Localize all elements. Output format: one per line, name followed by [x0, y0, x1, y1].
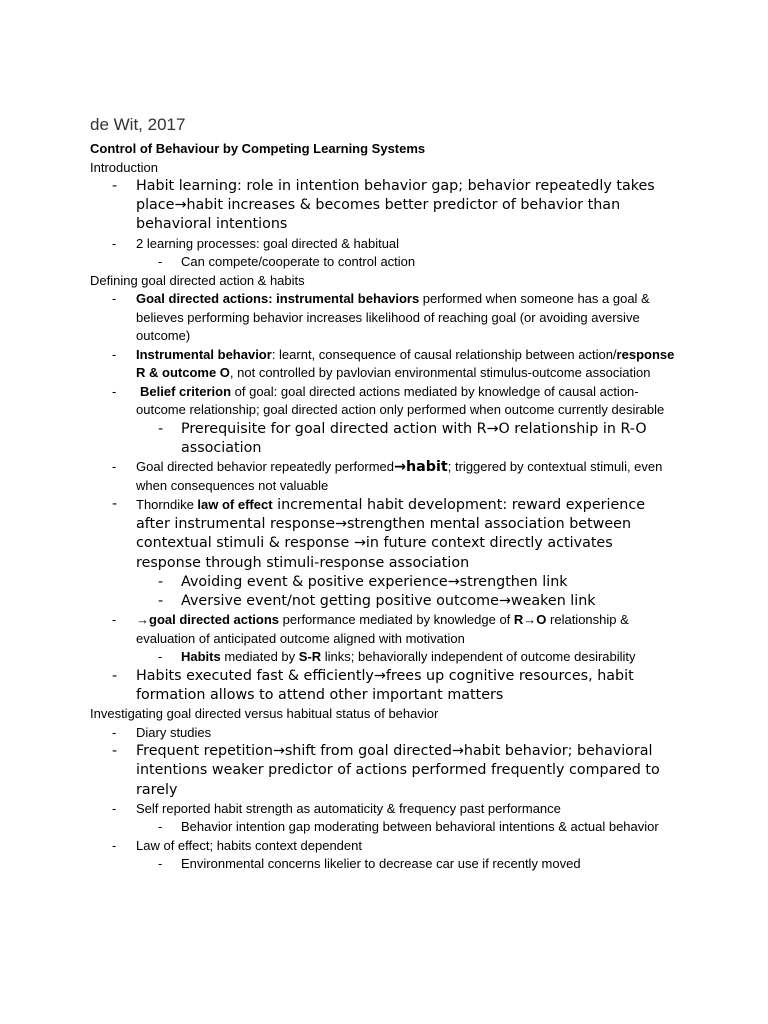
bullet-dash: - [112, 496, 118, 513]
list-item-text: Thorndike [136, 497, 198, 513]
list-item [90, 724, 680, 743]
list-item-text: Goal directed behavior repeatedly performed [136, 459, 394, 475]
list-item-text: 2 learning processes: goal directed & habitual [136, 235, 400, 251]
bold-term: →habit [393, 459, 448, 476]
list-item-text: Can compete/cooperate to control action [181, 254, 416, 270]
document-page [90, 114, 680, 874]
list-item-text: ; triggered by contextual stimuli, even when consequences not valuable [136, 459, 663, 493]
list-item-text: Frequent repetition→shift from goal directed→habit behavior; behavioral intentions weaker predictor of actions performed frequently compared to rarely [136, 743, 660, 798]
list-item [90, 177, 680, 235]
list-item [90, 458, 680, 495]
sub-list-item [90, 818, 680, 837]
list-item-text: links; behaviorally independent of outcome desirability [321, 649, 636, 665]
list-item-text: incremental habit development: reward experience after instrumental response→strengthen mental association between contextual stimuli & response →in future context directly activates response through stimuli-response association [136, 497, 646, 571]
list-item [90, 742, 680, 800]
list-item-text: performed when someone has a goal & believes performing behavior increases likelihood of reaching goal (or avoiding aversive outcome) [136, 291, 650, 344]
bullet-dash: - [112, 743, 118, 760]
list-item-text: performance mediated by knowledge of [279, 612, 514, 628]
list-item-text: mediated by [220, 649, 299, 665]
bullet-dash: - [112, 837, 117, 853]
list-item [90, 837, 680, 856]
list-item-text: Prerequisite for goal directed action with R→O relationship in R-O association [181, 420, 647, 456]
list-item-text: Aversive event/not getting positive outcome→weaken link [181, 593, 596, 610]
list-item-text: Self reported habit strength as automaticity & frequency past performance [136, 800, 561, 816]
bullet-dash: - [158, 420, 164, 437]
list-item [90, 800, 680, 819]
list-item-text: Environmental concerns likelier to decrease car use if recently moved [181, 856, 581, 872]
bullet-dash: - [158, 856, 163, 872]
list-item-text: Law of effect; habits context dependent [136, 837, 362, 853]
bullet-dash: - [158, 573, 164, 590]
sub-list-item [90, 420, 680, 458]
bullet-dash: - [158, 593, 164, 610]
document-subtitle: Control of Behaviour by Competing Learning Systems [90, 141, 426, 156]
list-item-text: relationship & evaluation of anticipated outcome aligned with motivation [136, 612, 629, 646]
bold-term: Belief criterion [140, 383, 232, 399]
bold-term: law of effect [197, 497, 273, 513]
list-item [90, 611, 680, 648]
bold-term: Habits [181, 649, 221, 665]
bullet-dash: - [112, 235, 117, 251]
list-item [90, 667, 680, 705]
list-item [90, 495, 680, 573]
list-item-text: Avoiding event & positive experience→strengthen link [181, 573, 568, 590]
bullet-dash: - [112, 383, 117, 399]
bullet-dash: - [112, 346, 117, 362]
bold-term: S-R [298, 649, 322, 665]
bullet-dash: - [158, 254, 163, 270]
bullet-dash: - [112, 178, 118, 194]
section-heading-defining: Defining goal directed action & habits [90, 272, 305, 288]
list-item-text: Habits executed fast & efficiently→frees up cognitive resources, habit formation allows to attend other important matters [136, 667, 634, 703]
bold-term: goal directed actions [149, 612, 280, 628]
list-item [90, 383, 680, 420]
list-item-text: , not controlled by pavlovian environmental stimulus-outcome association [229, 365, 651, 381]
sub-list-item [90, 648, 680, 667]
sub-list-item [90, 592, 680, 611]
bold-term: response R & outcome O [136, 346, 675, 381]
list-item [90, 235, 680, 254]
bullet-dash: - [112, 667, 118, 684]
section-heading-introduction: Introduction [90, 159, 158, 175]
section-heading-investigating: Investigating goal directed versus habitual status of behavior [90, 706, 439, 722]
bold-term: Instrumental behavior [136, 346, 272, 362]
sub-list-item [90, 573, 680, 592]
bullet-dash: - [112, 800, 117, 816]
list-item-text: → [136, 612, 149, 628]
bold-term: Goal directed actions: instrumental behaviors [136, 291, 420, 307]
bullet-dash: - [112, 291, 117, 307]
list-item-text: : learnt, consequence of causal relationship between action/ [271, 346, 617, 362]
bold-term: R→O [513, 612, 547, 628]
sub-list-item [90, 855, 680, 874]
list-item-text: Behavior intention gap moderating between behavioral intentions & actual behavior [181, 819, 659, 835]
bullet-dash: - [158, 649, 163, 665]
sub-list-item [90, 253, 680, 272]
list-item [90, 346, 680, 383]
bullet-dash: - [112, 612, 117, 628]
bullet-dash: - [112, 459, 117, 475]
list-item-text: Habit learning: role in intention behavior gap; behavior repeatedly takes place→habit increases & becomes better predictor of behavior than behavioral intentions [136, 178, 655, 233]
list-item [90, 290, 680, 346]
document-title: de Wit, 2017 [90, 115, 186, 134]
bullet-dash: - [158, 819, 163, 835]
list-item-text: of goal: goal directed actions mediated by knowledge of causal action-outcome relationship; goal directed action only performed when outcome currently desirable [136, 383, 665, 418]
bullet-dash: - [112, 724, 117, 740]
list-item-text: Diary studies [136, 724, 212, 740]
